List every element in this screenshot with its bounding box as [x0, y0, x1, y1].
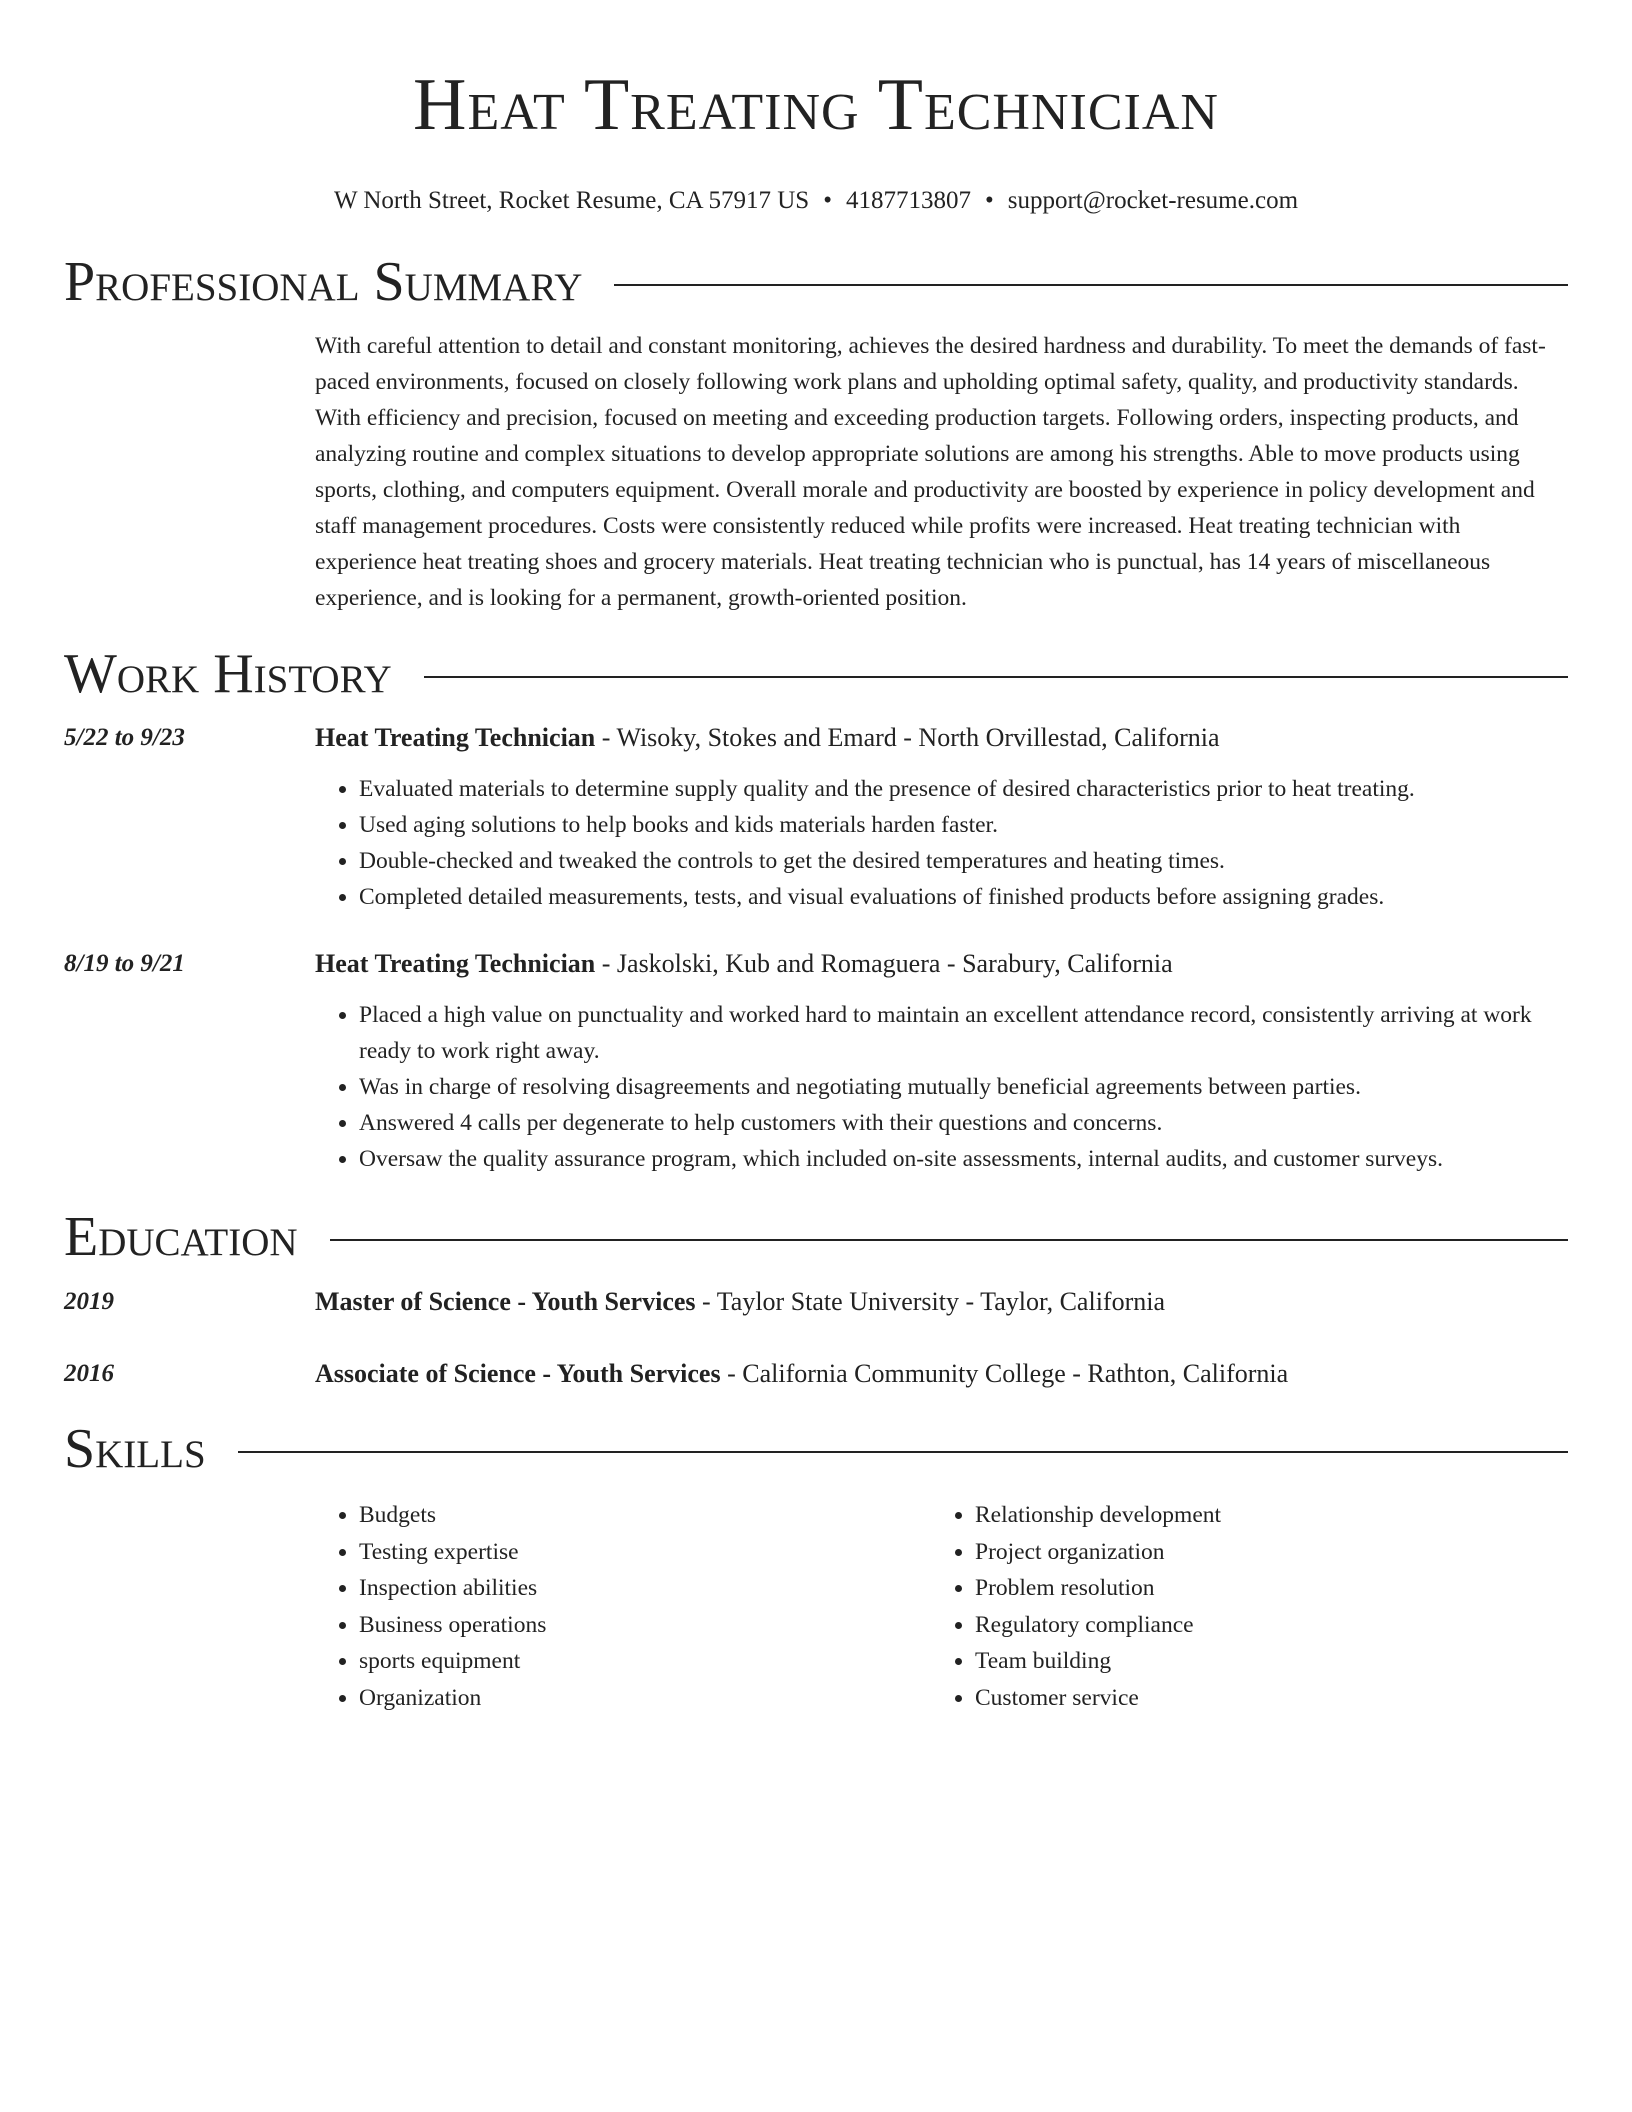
contact-separator: • — [984, 187, 994, 214]
skill-item: • Budgets — [359, 1497, 931, 1534]
skill-item: • Team building — [975, 1643, 1547, 1680]
skill-item: • Inspection abilities — [359, 1570, 931, 1607]
education-year: 2016 — [64, 1360, 114, 1387]
education-entry — [64, 1357, 1568, 1391]
summary-section-header — [64, 250, 1568, 314]
job-bullet: • Completed detailed measurements, tests, and visual evaluations of finished products before assigning grades. — [359, 879, 1568, 915]
job-dates: 8/19 to 9/21 — [64, 950, 185, 977]
job-title: Heat Treating Technician — [315, 723, 596, 752]
work-heading: Work History — [64, 643, 392, 705]
education-heading: Education — [64, 1206, 298, 1268]
job-header — [64, 721, 1568, 755]
summary-text: With careful attention to detail and constant monitoring, achieves the desired hardness and durability. To meet the demands of fast-paced environments, focused on closely following work plans and upholding optimal safety, quality, and productivity standards. With efficiency and precision, focused on meeting and exceeding production targets. Following orders, inspecting products, and analyzing routine and complex situations to develop appropriate solutions are among his strengths. Able to move products using sports, clothing, and computers equipment. Overall morale and productivity are boosted by experience in policy development and staff management procedures. Costs were consistently reduced while profits were increased. Heat treating technician with experience heat treating shoes and grocery materials. Heat treating technician who is punctual, has 14 years of miscellaneous experience, and is looking for a permanent, growth-oriented position. — [315, 333, 1546, 611]
education-degree: Master of Science - Youth Services — [315, 1287, 696, 1316]
education-line — [315, 1357, 1568, 1391]
job-entry — [64, 947, 1568, 1177]
education-entry — [64, 1285, 1568, 1319]
skill-item: • Regulatory compliance — [975, 1607, 1547, 1644]
job-employer: - Wisoky, Stokes and Emard - North Orvillestad, California — [595, 723, 1220, 752]
section-divider — [330, 1239, 1568, 1241]
skills-section-header — [64, 1417, 1568, 1481]
skill-item: • Project organization — [975, 1534, 1547, 1571]
contact-line — [64, 186, 1568, 216]
contact-email: support@rocket-resume.com — [1007, 187, 1299, 214]
skills-bullets — [315, 1497, 931, 1716]
job-entry — [64, 721, 1568, 915]
job-bullet: • Used aging solutions to help books and kids materials harden faster. — [359, 807, 1568, 843]
job-bullets — [315, 997, 1568, 1177]
contact-phone: 4187713807 — [845, 187, 971, 214]
skill-item: • Relationship development — [975, 1497, 1547, 1534]
skill-item: • Business operations — [359, 1607, 931, 1644]
education-year: 2019 — [64, 1288, 114, 1315]
education-degree: Associate of Science - Youth Services — [315, 1359, 721, 1388]
job-title-line — [315, 947, 1568, 981]
job-header — [64, 947, 1568, 981]
skills-list — [315, 1497, 1568, 1716]
education-line — [315, 1285, 1568, 1319]
resume-page — [64, 0, 1568, 1716]
job-dates: 5/22 to 9/23 — [64, 724, 185, 751]
skill-item: • sports equipment — [359, 1643, 931, 1680]
job-bullet: • Double-checked and tweaked the controls to get the desired temperatures and heating times. — [359, 843, 1568, 879]
section-divider — [614, 284, 1568, 286]
skills-column-right — [931, 1497, 1547, 1716]
contact-address: W North Street, Rocket Resume, CA 57917 US — [333, 187, 810, 214]
work-section-header — [64, 642, 1568, 706]
contact-separator: • — [823, 187, 832, 214]
job-bullet: • Oversaw the quality assurance program, which included on-site assessments, internal audits, and customer surveys. — [359, 1141, 1568, 1177]
job-bullets-wrap — [315, 771, 1568, 915]
job-bullet: • Placed a high value on punctuality and worked hard to maintain an excellent attendance record, consistently arriving at work ready to work right away. — [359, 997, 1568, 1069]
summary-heading: Professional Summary — [64, 251, 583, 313]
section-divider — [238, 1451, 1568, 1453]
education-school: - California Community College - Rathton, California — [720, 1359, 1289, 1388]
skill-item: • Testing expertise — [359, 1534, 931, 1571]
job-title: Heat Treating Technician — [315, 949, 596, 978]
education-section-header — [64, 1205, 1568, 1269]
skills-bullets — [931, 1497, 1547, 1716]
skill-item: • Customer service — [975, 1680, 1547, 1717]
skill-item: • Problem resolution — [975, 1570, 1547, 1607]
section-divider — [424, 676, 1568, 678]
skills-heading: Skills — [64, 1418, 206, 1480]
resume-name: Heat Treating Technician — [413, 64, 1219, 146]
skill-item: • Organization — [359, 1680, 931, 1717]
job-bullet: • Evaluated materials to determine supply quality and the presence of desired characteristics prior to heat treating. — [359, 771, 1568, 807]
skills-column-left — [315, 1497, 931, 1716]
job-bullet: • Was in charge of resolving disagreements and negotiating mutually beneficial agreements between parties. — [359, 1069, 1568, 1105]
job-title-line — [315, 721, 1568, 755]
job-bullet: • Answered 4 calls per degenerate to help customers with their questions and concerns. — [359, 1105, 1568, 1141]
job-employer: - Jaskolski, Kub and Romaguera - Sarabury, California — [595, 949, 1173, 978]
job-bullets-wrap — [315, 997, 1568, 1177]
education-school: - Taylor State University - Taylor, California — [695, 1287, 1166, 1316]
job-bullets — [315, 771, 1568, 915]
